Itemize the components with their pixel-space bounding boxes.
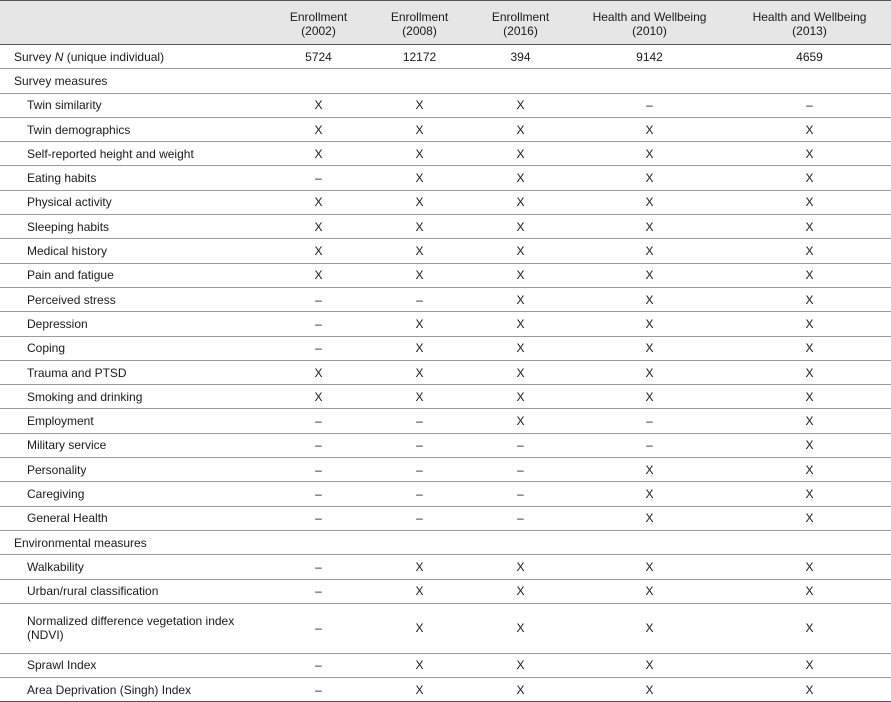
availability-cell: X (728, 433, 891, 457)
column-year: (2010) (632, 24, 667, 38)
column-header (470, 1, 571, 45)
availability-cell: X (470, 263, 571, 287)
column-year: (2002) (301, 24, 336, 38)
table-row (0, 142, 891, 166)
availability-cell: – (268, 287, 369, 311)
table-row (0, 482, 891, 506)
availability-cell: X (470, 287, 571, 311)
availability-cell: X (728, 555, 891, 579)
availability-cell: – (268, 603, 369, 653)
availability-cell: X (571, 312, 728, 336)
availability-cell: X (728, 603, 891, 653)
availability-cell: X (728, 190, 891, 214)
sample-size-row (0, 45, 891, 69)
availability-cell: – (268, 482, 369, 506)
availability-cell: X (728, 166, 891, 190)
table-row (0, 117, 891, 141)
availability-cell: X (470, 215, 571, 239)
availability-cell: – (268, 555, 369, 579)
availability-cell: – (470, 506, 571, 530)
section-row (0, 530, 891, 554)
availability-cell: X (470, 312, 571, 336)
availability-cell: X (369, 166, 470, 190)
availability-cell: – (571, 409, 728, 433)
availability-cell: X (728, 239, 891, 263)
table-row (0, 385, 891, 409)
availability-cell: X (470, 166, 571, 190)
availability-cell: X (571, 287, 728, 311)
column-header (571, 1, 728, 45)
availability-cell: – (268, 336, 369, 360)
availability-cell: X (470, 239, 571, 263)
availability-cell: X (268, 142, 369, 166)
table-row (0, 678, 891, 702)
measure-label: Employment (0, 409, 268, 433)
table-header (0, 1, 891, 45)
availability-cell: X (571, 263, 728, 287)
sample-size-value: 394 (470, 45, 571, 69)
availability-cell: X (268, 215, 369, 239)
availability-cell: – (268, 506, 369, 530)
availability-cell: X (571, 239, 728, 263)
availability-cell: X (571, 190, 728, 214)
table-row (0, 287, 891, 311)
availability-cell: X (571, 215, 728, 239)
table-row (0, 409, 891, 433)
measure-label: Twin similarity (0, 93, 268, 117)
availability-cell: X (369, 117, 470, 141)
sample-size-label (0, 45, 268, 69)
column-name: Enrollment (491, 10, 550, 24)
availability-cell: – (268, 166, 369, 190)
availability-cell: X (268, 385, 369, 409)
section-title: Survey measures (0, 69, 891, 93)
availability-cell: X (470, 409, 571, 433)
measure-label: Medical history (0, 239, 268, 263)
measure-label: Normalized difference vegetation index (NDVI) (0, 603, 268, 653)
availability-cell: X (571, 166, 728, 190)
availability-cell: X (728, 579, 891, 603)
table-row (0, 506, 891, 530)
availability-cell: – (728, 93, 891, 117)
column-name: Health and Wellbeing (592, 10, 707, 24)
availability-cell: X (470, 336, 571, 360)
availability-cell: X (470, 555, 571, 579)
measure-label: Personality (0, 458, 268, 482)
table-row (0, 239, 891, 263)
measure-label: Walkability (0, 555, 268, 579)
section-title: Environmental measures (0, 530, 891, 554)
table-row (0, 312, 891, 336)
availability-cell: – (268, 409, 369, 433)
availability-cell: – (369, 287, 470, 311)
column-name: Health and Wellbeing (752, 10, 867, 24)
label-variable: N (54, 49, 64, 64)
column-name: Enrollment (289, 10, 348, 24)
column-header (369, 1, 470, 45)
availability-cell: X (728, 117, 891, 141)
availability-cell: X (470, 93, 571, 117)
availability-cell: X (470, 117, 571, 141)
measure-label: Urban/rural classification (0, 579, 268, 603)
availability-cell: X (728, 263, 891, 287)
availability-cell: X (369, 215, 470, 239)
table-row (0, 263, 891, 287)
measure-label: Trauma and PTSD (0, 360, 268, 384)
table-row (0, 93, 891, 117)
availability-cell: – (268, 312, 369, 336)
availability-cell: – (268, 579, 369, 603)
availability-cell: X (728, 653, 891, 677)
availability-cell: X (571, 385, 728, 409)
availability-cell: X (369, 263, 470, 287)
table-body (0, 45, 891, 702)
availability-cell: X (369, 555, 470, 579)
availability-cell: – (268, 678, 369, 702)
table-row (0, 360, 891, 384)
availability-cell: X (571, 117, 728, 141)
measure-label: Sleeping habits (0, 215, 268, 239)
availability-cell: X (369, 190, 470, 214)
availability-cell: X (571, 458, 728, 482)
availability-cell: X (728, 312, 891, 336)
section-row (0, 69, 891, 93)
availability-cell: X (470, 579, 571, 603)
column-header (268, 1, 369, 45)
table-row (0, 458, 891, 482)
availability-cell: X (470, 190, 571, 214)
availability-cell: – (369, 506, 470, 530)
availability-cell: X (470, 678, 571, 702)
availability-cell: – (268, 433, 369, 457)
availability-cell: X (470, 653, 571, 677)
label-suffix: (unique individual) (63, 49, 165, 64)
measure-label: Area Deprivation (Singh) Index (0, 678, 268, 702)
measure-label: Twin demographics (0, 117, 268, 141)
availability-cell: X (470, 603, 571, 653)
table-row (0, 579, 891, 603)
sample-size-value: 9142 (571, 45, 728, 69)
availability-cell: X (470, 142, 571, 166)
availability-cell: X (369, 336, 470, 360)
availability-cell: X (571, 555, 728, 579)
availability-cell: X (268, 239, 369, 263)
measure-label: Coping (0, 336, 268, 360)
availability-cell: X (728, 678, 891, 702)
availability-cell: X (369, 360, 470, 384)
measure-label: Perceived stress (0, 287, 268, 311)
column-year: (2016) (503, 24, 538, 38)
table-row (0, 433, 891, 457)
availability-cell: X (728, 215, 891, 239)
availability-cell: – (369, 433, 470, 457)
table-row (0, 166, 891, 190)
availability-cell: X (369, 239, 470, 263)
table-row (0, 215, 891, 239)
label-prefix: Survey (14, 49, 55, 64)
availability-cell: – (268, 458, 369, 482)
availability-cell: X (268, 93, 369, 117)
availability-cell: X (728, 287, 891, 311)
availability-cell: X (369, 678, 470, 702)
table-row (0, 555, 891, 579)
measure-label: Smoking and drinking (0, 385, 268, 409)
availability-cell: X (728, 409, 891, 433)
availability-cell: – (470, 482, 571, 506)
availability-cell: X (369, 653, 470, 677)
availability-cell: X (470, 385, 571, 409)
availability-cell: – (369, 409, 470, 433)
availability-cell: – (268, 653, 369, 677)
availability-cell: – (571, 433, 728, 457)
availability-cell: X (369, 579, 470, 603)
header-empty-cell (0, 1, 268, 45)
header-row (0, 1, 891, 45)
availability-cell: X (470, 360, 571, 384)
sample-size-value: 5724 (268, 45, 369, 69)
availability-cell: X (369, 312, 470, 336)
measure-label: Depression (0, 312, 268, 336)
table-row (0, 190, 891, 214)
availability-cell: X (728, 360, 891, 384)
column-year: (2008) (402, 24, 437, 38)
availability-cell: X (571, 482, 728, 506)
measure-label: Self-reported height and weight (0, 142, 268, 166)
availability-cell: X (728, 385, 891, 409)
measure-label: Military service (0, 433, 268, 457)
availability-cell: X (268, 190, 369, 214)
availability-cell: X (369, 385, 470, 409)
availability-cell: X (571, 360, 728, 384)
measure-label: Physical activity (0, 190, 268, 214)
column-header (728, 1, 891, 45)
table-row (0, 653, 891, 677)
availability-cell: – (470, 458, 571, 482)
availability-cell: X (571, 336, 728, 360)
measure-label: Caregiving (0, 482, 268, 506)
availability-cell: – (369, 482, 470, 506)
availability-cell: X (728, 458, 891, 482)
availability-cell: – (470, 433, 571, 457)
availability-cell: X (268, 117, 369, 141)
measure-label: Pain and fatigue (0, 263, 268, 287)
sample-size-value: 12172 (369, 45, 470, 69)
availability-cell: X (728, 482, 891, 506)
availability-cell: X (268, 360, 369, 384)
availability-cell: X (571, 603, 728, 653)
availability-cell: X (571, 579, 728, 603)
availability-cell: X (571, 142, 728, 166)
availability-cell: X (268, 263, 369, 287)
availability-cell: X (728, 142, 891, 166)
table-row (0, 603, 891, 653)
availability-cell: X (369, 142, 470, 166)
sample-size-value: 4659 (728, 45, 891, 69)
measure-label: Eating habits (0, 166, 268, 190)
availability-cell: X (571, 678, 728, 702)
availability-cell: X (369, 603, 470, 653)
availability-cell: – (369, 458, 470, 482)
column-year: (2013) (792, 24, 827, 38)
availability-cell: – (571, 93, 728, 117)
availability-cell: X (728, 506, 891, 530)
measure-label: General Health (0, 506, 268, 530)
column-name: Enrollment (390, 10, 449, 24)
availability-cell: X (571, 506, 728, 530)
availability-cell: X (571, 653, 728, 677)
availability-cell: X (369, 93, 470, 117)
availability-cell: X (728, 336, 891, 360)
measure-label: Sprawl Index (0, 653, 268, 677)
table-row (0, 336, 891, 360)
